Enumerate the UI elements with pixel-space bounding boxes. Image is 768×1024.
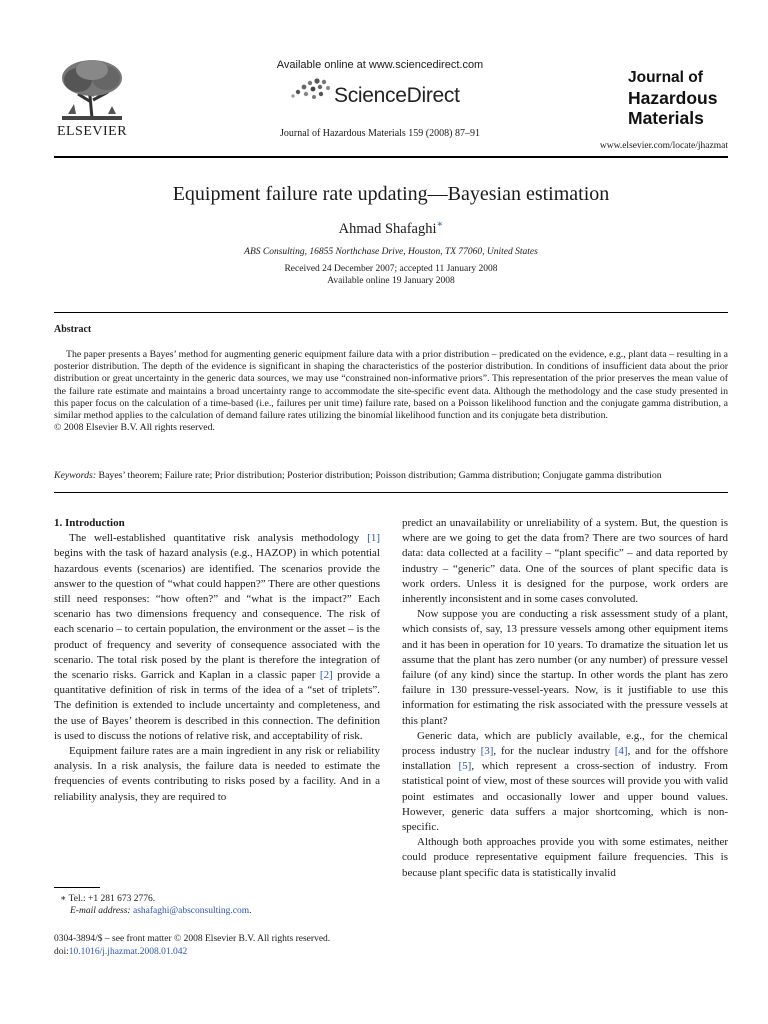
journal-reference: Journal of Hazardous Materials 159 (2008) 87–91 [280,128,480,139]
article-title: Equipment failure rate updating—Bayesian estimation [172,183,610,205]
citation-link-2[interactable]: [2] [319,669,333,682]
paragraph-1-text-a: The well-established quantitative risk analysis methodology [69,532,368,545]
email-end: . [249,906,252,916]
abstract-copyright: © 2008 Elsevier B.V. All rights reserved. [54,422,215,434]
paragraph-3: predict an unavailability or unreliability of a system. But, the question is where are we going to get the data from? There are two sources of hard data: data collected at a facility – “plant specific” – and data reported by industry – “generic” data. One of the sources of plant specific data is work orders. Unless it is designed for the purpose, work orders are inherently inconsistent and in some cases convoluted. [402,517,728,606]
header-divider [54,156,728,158]
paragraph-4: Now suppose you are conducting a risk assessment study of a plant, which consists of, say, 13 pressure vessels among other equipment items and it has been in operation for 10 years. To dramatize the situation let us assume that the plant has zero number (or any number) of pressure vessel failure (of any kind) since the startup. In other words the plant has zero failure in 130 pressure-vessel-years. Now, is it justifiable to use this information for estimating the risk associated with the pressure vessels at this plant? [402,608,728,727]
section-heading-introduction: 1. Introduction [54,517,125,529]
issn-line: 0304-3894/$ – see front matter © 2008 Elsevier B.V. All rights reserved. [54,934,331,944]
elsevier-tree-logo [54,56,130,134]
keywords-list: Bayes’ theorem; Failure rate; Prior distribution; Posterior distribution; Poisson distribution; Gamma distribution; Conjugate gamma distribution [98,470,662,481]
email-label: E-mail address: [70,906,131,916]
abstract-heading: Abstract [54,324,92,335]
elsevier-wordmark: ELSEVIER [56,124,128,139]
abstract-text: The paper presents a Bayes’ method for augmenting generic equipment failure data with a prior distribution – predicated on the evidence, e.g., plant data – resulting in a posterior distribution. The depth of the evidence is significant in shaping the characteristics of the posterior distribution. In conditions of insufficient data about the prior distribution or great uncertainty in the generic data sources, we may use “constrained non-informative priors”. This representation of the prior preserves the mean value of the failure rate estimate and maintains a broad uncertainty range to accommodate the site-specific event data. Although the methodology and the case study presented in this paper focus on the calculation of a time-based (i.e., failures per unit time) failure rate, based on a Poisson likelihood function and the conjugate gamma distribution, a similar method applies to the calculation of demand failure rates utilizing the binomial likelihood function and its conjugate beta distribution. [54,349,728,422]
paragraph-2: Equipment failure rates are a main ingredient in any risk or reliability analysis. In a risk analysis, the failure data is needed to estimate the frequencies of events contributing to risks posed by a facility. And in a reliability analysis, they are required to [54,745,380,803]
citation-link-3[interactable]: [3] [480,745,494,758]
keywords-label: Keywords: [54,470,97,481]
sciencedirect-wordmark: ScienceDirect [334,84,460,107]
paragraph-5 [402,729,728,835]
citation-link-4[interactable]: [4] [614,745,628,758]
journal-title-line1: Journal of [628,69,703,86]
author-name: Ahmad Shafaghi [338,220,437,237]
paragraph-5-text-a: Generic data, which are publicly available, e.g., for the chemical process industry [402,729,728,758]
doi-label: doi: [54,947,69,957]
journal-title-line3: Materials [628,108,704,128]
abstract-bottom-divider [54,492,728,493]
abstract-body [54,349,728,434]
body-column-right [402,516,728,881]
paragraph-1-text-c: provide a quantitative definition of risk in terms of the idea of a “set of triplets”. The definition is extended to include uncertainty and completeness, and the use of Bayes’ theorem is described in this connection. The definition is used to discuss the notions of relative risk, and acceptability of risk. [54,669,381,742]
dates-online: Available online 19 January 2008 [327,276,455,286]
citation-link-1[interactable]: [1] [367,532,380,545]
paragraph-5-text-c: , and for the offshore installation [402,745,729,773]
paragraph-1 [54,531,380,744]
author-footnote-mark: ∗ [436,219,444,230]
journal-url: www.elsevier.com/locate/jhazmat [599,141,728,151]
keywords-line [54,470,728,481]
footnote-telephone: ∗ Tel.: +1 281 673 2776. [60,894,156,904]
paragraph-5-text-b: , for the nuclear industry [493,745,615,758]
journal-logo-title [628,68,717,128]
dates-received: Received 24 December 2007; accepted 11 January 2008 [284,264,498,274]
abstract-top-divider [54,312,728,313]
author-line [54,219,728,238]
journal-title-line2: Hazardous [628,88,718,108]
body-column-left [54,516,380,805]
author-affiliation: ABS Consulting, 16855 Northchase Drive, Houston, TX 77060, United States [244,247,538,257]
paragraph-5-text-d: , which represent a cross-section of industry. From statistical point of view, most of these sources will provide you with valid point estimates and occasionally lower and upper bound values. However, generic data suffers a major shortcoming, which is non-specific. [402,760,728,834]
email-link[interactable]: ashafaghi@absconsulting.com [132,906,250,916]
doi-line [54,947,187,957]
paragraph-1-text-b: begins with the task of hazard analysis (e.g., HAZOP) in which potential hazardous events (scenarios) are identified. The scenarios provide the answer to the question of “what could happen?” There are other questions still need responses: “how often?” and “what is the impact?” Each scenario has two dimensions frequency and consequence. The risk of each scenario – to certain population, the environment or the asset – is the product of frequency and severity of consequence associated with the scenario. The total risk posed by the plant is therefore the integration of the scenario risks. Garrick and Kaplan in a classic paper [54,547,380,682]
available-online-text: Available online at www.sciencedirect.com [276,59,484,71]
doi-link[interactable]: 10.1016/j.jhazmat.2008.01.042 [68,947,188,957]
paragraph-6: Although both approaches provide you with some estimates, neither could produce representative equipment failure frequencies. This is because plant specific data is statistically invalid [402,836,728,879]
citation-link-5[interactable]: [5] [458,760,472,773]
footnote-divider [54,887,100,888]
sciencedirect-dots-icon [290,76,340,104]
footnote-email [70,906,251,916]
